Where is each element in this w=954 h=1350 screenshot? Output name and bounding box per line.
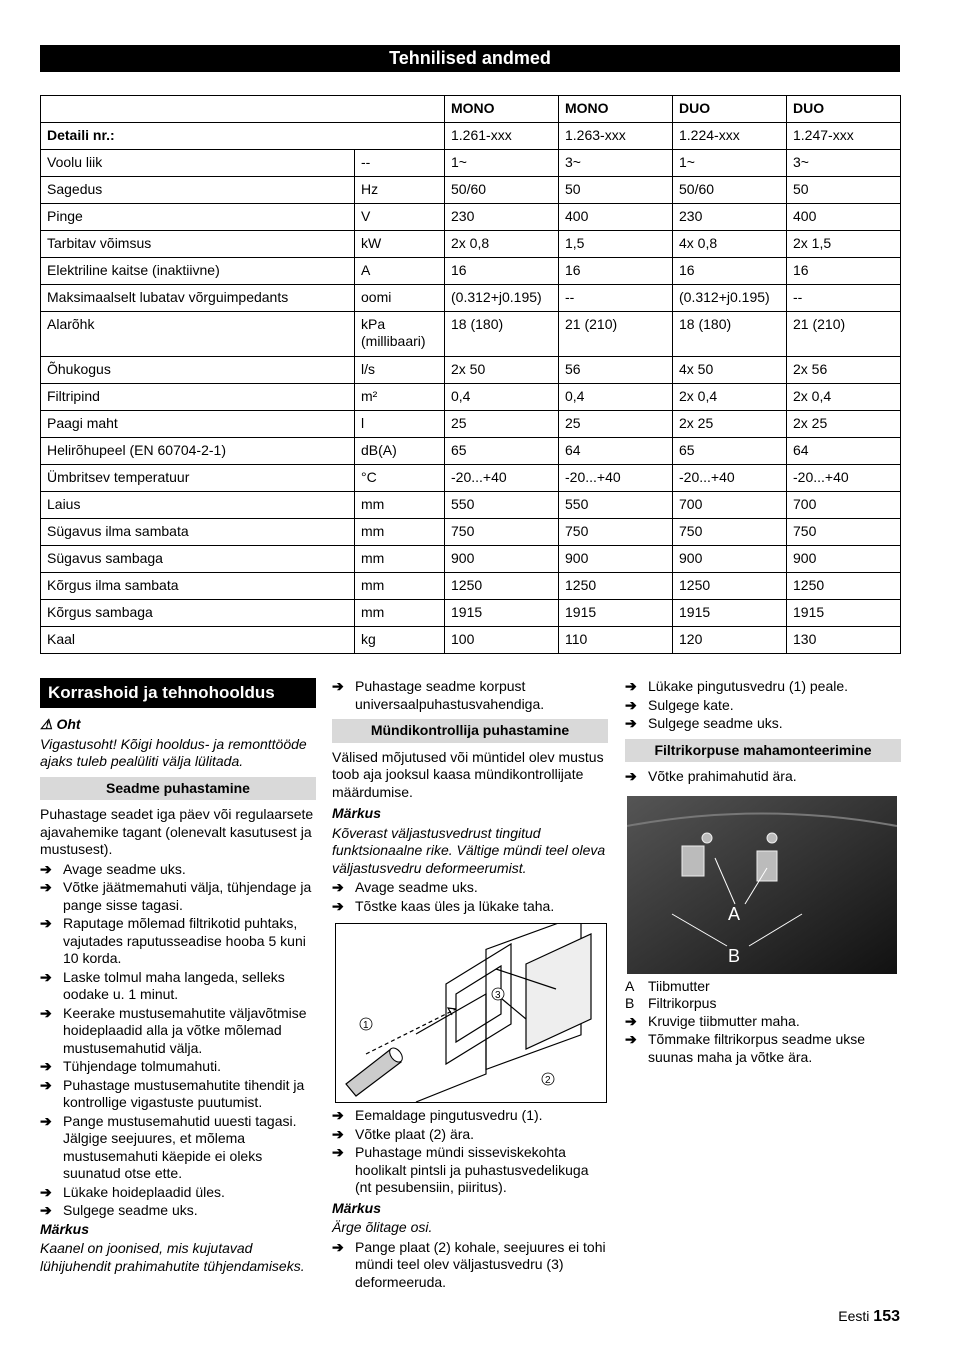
table-row — [41, 600, 901, 627]
table-cell: 1,5 — [559, 231, 673, 258]
table-cell: 0,4 — [445, 384, 559, 411]
arrow-icon: ➔ — [625, 1031, 637, 1047]
arrow-icon: ➔ — [625, 715, 637, 731]
table-cell: 230 — [445, 204, 559, 231]
table-cell: 900 — [673, 546, 787, 573]
arrow-icon: ➔ — [625, 696, 637, 713]
table-cell: kg — [355, 627, 445, 654]
arrow-icon: ➔ — [625, 1012, 637, 1029]
table-cell: 1250 — [445, 573, 559, 600]
table-cell: dB(A) — [355, 438, 445, 465]
table-cell: 750 — [673, 519, 787, 546]
table-cell: mm — [355, 492, 445, 519]
table-cell: -20...+40 — [445, 465, 559, 492]
table-cell: (0.312+j0.195) — [673, 285, 787, 312]
table-cell — [41, 96, 445, 123]
table-cell: 2x 25 — [673, 411, 787, 438]
table-cell: 16 — [445, 258, 559, 285]
step-item: ➔ Avage seadme uks. — [40, 860, 186, 877]
table-row — [41, 465, 901, 492]
table-cell: 1.261-xxx — [445, 123, 559, 150]
table-cell: 2x 56 — [787, 357, 901, 384]
table-cell: 1.224-xxx — [673, 123, 787, 150]
figure-label-1: 1 — [363, 1020, 369, 1031]
table-cell: (0.312+j0.195) — [445, 285, 559, 312]
table-cell: -- — [787, 285, 901, 312]
intro-text: Puhastage seadet iga päev või regulaarsete ajavahemike tagant (olenevalt kasutusest ja mustusest). — [40, 806, 314, 857]
step-item: ➔ Eemaldage pingutusvedru (1). — [332, 1107, 543, 1123]
table-cell: 1250 — [673, 573, 787, 600]
table-cell: 750 — [787, 519, 901, 546]
table-cell: Õhukogus — [41, 357, 355, 384]
figure-label-2: 2 — [545, 1075, 551, 1086]
table-cell: -20...+40 — [787, 465, 901, 492]
table-cell: MONO — [559, 96, 673, 123]
table-cell: V — [355, 204, 445, 231]
table-cell: 56 — [559, 357, 673, 384]
arrow-icon: ➔ — [332, 879, 344, 895]
table-cell: Helirõhupeel (EN 60704-2-1) — [41, 438, 355, 465]
step-item: ➔ Lükake hoideplaadid üles. — [40, 1183, 225, 1200]
table-cell: Paagi maht — [41, 411, 355, 438]
arrow-icon: ➔ — [40, 1112, 52, 1129]
table-cell: Pinge — [41, 204, 355, 231]
step-item: ➔ Võtke prahimahutid ära. — [625, 768, 797, 784]
note-text: Ärge õlitage osi. — [332, 1219, 433, 1235]
table-cell: 21 (210) — [787, 312, 901, 357]
table-cell: 65 — [673, 438, 787, 465]
table-cell: Sügavus sambaga — [41, 546, 355, 573]
table-cell: 1915 — [673, 600, 787, 627]
table-cell: -20...+40 — [559, 465, 673, 492]
steps-list — [625, 1013, 901, 1067]
table-cell: kW — [355, 231, 445, 258]
page-number: 153 — [873, 1308, 900, 1325]
table-row — [41, 438, 901, 465]
table-cell: 2x 1,5 — [787, 231, 901, 258]
step-item: ➔ Võtke jäätmemahuti välja, tühjendage ja pange sisse tagasi. — [40, 879, 312, 913]
warning-icon: ⚠ — [40, 716, 53, 732]
table-cell: -- — [355, 150, 445, 177]
table-cell: Alarõhk — [41, 312, 355, 357]
table-cell: 230 — [673, 204, 787, 231]
step-item: ➔ Puhastage mündi sisseviskekohta hoolikalt pintsli ja puhastusvedelikuga (nt pesubensiin, piiritus). — [332, 1144, 589, 1195]
table-row — [41, 258, 901, 285]
table-row — [41, 231, 901, 258]
table-cell: A — [355, 258, 445, 285]
note-label: Märkus — [332, 805, 382, 821]
table-cell: 16 — [673, 258, 787, 285]
table-cell: 120 — [673, 627, 787, 654]
step-item: ➔ Võtke plaat (2) ära. — [332, 1125, 475, 1142]
warning-text: Vigastusoht! Kõigi hooldus- ja remonttööde ajaks tuleb pealüliti välja lülitada. — [40, 735, 307, 769]
table-cell: 400 — [787, 204, 901, 231]
table-cell: 400 — [559, 204, 673, 231]
table-cell: 25 — [445, 411, 559, 438]
steps-list — [332, 879, 608, 915]
coin-checker-drawing — [336, 924, 606, 1102]
section-title: Korrashoid ja tehnohooldus — [40, 678, 316, 708]
table-cell: 50 — [559, 177, 673, 204]
table-cell: 4x 0,8 — [673, 231, 787, 258]
step-item: ➔ Puhastage seadme korpust universaalpuhastusvahendiga. — [332, 678, 545, 712]
table-cell: Kõrgus sambaga — [41, 600, 355, 627]
note-label: Märkus — [40, 1220, 90, 1237]
legend-item: A Tiibmutter — [625, 977, 710, 994]
table-cell: 1.247-xxx — [787, 123, 901, 150]
steps-list — [625, 678, 901, 733]
steps-list — [625, 768, 901, 786]
arrow-icon: ➔ — [40, 915, 52, 931]
figure-label-3: 3 — [495, 990, 501, 1001]
table-cell: l — [355, 411, 445, 438]
table-cell: DUO — [787, 96, 901, 123]
table-cell: Laius — [41, 492, 355, 519]
table-cell: 64 — [787, 438, 901, 465]
step-item: ➔ Lükake pingutusvedru (1) peale. — [625, 678, 849, 694]
subsection-title: Seadme puhastamine — [40, 777, 316, 801]
table-cell: 2x 25 — [787, 411, 901, 438]
step-item: ➔ Tühjendage tolmumahuti. — [40, 1058, 221, 1074]
steps-list — [332, 678, 608, 713]
table-cell: 110 — [559, 627, 673, 654]
table-cell: Sügavus ilma sambata — [41, 519, 355, 546]
page-footer — [838, 1308, 900, 1326]
table-cell: Kõrgus ilma sambata — [41, 573, 355, 600]
table-row — [41, 150, 901, 177]
table-cell: 1250 — [559, 573, 673, 600]
table-cell: mm — [355, 600, 445, 627]
subsection-title: Filtrikorpuse mahamonteerimine — [625, 739, 901, 763]
table-cell: oomi — [355, 285, 445, 312]
table-cell: 750 — [445, 519, 559, 546]
column-coin-checker — [332, 678, 608, 1292]
table-cell: mm — [355, 546, 445, 573]
table-cell: Filtripind — [41, 384, 355, 411]
step-item: ➔ Pange plaat (2) kohale, seejuures ei tohi mündi teel olev väljastusvedru (3) deformeeruda. — [332, 1238, 606, 1290]
table-cell: 21 (210) — [559, 312, 673, 357]
table-cell: -- — [559, 285, 673, 312]
table-cell: Voolu liik — [41, 150, 355, 177]
table-cell: 1~ — [673, 150, 787, 177]
table-row — [41, 123, 901, 150]
table-cell: 1~ — [445, 150, 559, 177]
table-cell: 50 — [787, 177, 901, 204]
table-cell: Detaili nr.: — [41, 123, 445, 150]
table-cell: l/s — [355, 357, 445, 384]
legend-item: B Filtrikorpus — [625, 995, 717, 1011]
table-cell: 25 — [559, 411, 673, 438]
steps-list — [332, 1239, 608, 1292]
arrow-icon: ➔ — [332, 1125, 344, 1142]
arrow-icon: ➔ — [332, 1238, 344, 1255]
table-cell: Kaal — [41, 627, 355, 654]
column-maintenance — [40, 678, 316, 1277]
note-text: Kõverast väljastusvedrust tingitud funktsionaalne rike. Vältige mündi teel oleva väljastusvedru deformeerumist. — [332, 824, 606, 876]
table-row — [41, 204, 901, 231]
table-cell: 900 — [559, 546, 673, 573]
table-cell: 3~ — [787, 150, 901, 177]
table-cell: Elektriline kaitse (inaktiivne) — [41, 258, 355, 285]
table-cell: 1915 — [559, 600, 673, 627]
figure-label-b: B — [728, 945, 741, 966]
table-cell: 50/60 — [445, 177, 559, 204]
column-filter-housing — [625, 678, 901, 1067]
arrow-icon: ➔ — [40, 860, 52, 877]
table-cell: 4x 50 — [673, 357, 787, 384]
table-cell: 900 — [787, 546, 901, 573]
step-item: ➔ Laske tolmul maha langeda, selleks oodake u. 1 minut. — [40, 968, 285, 1002]
table-cell: 700 — [673, 492, 787, 519]
table-cell: m² — [355, 384, 445, 411]
table-cell: 2x 0,8 — [445, 231, 559, 258]
table-cell: MONO — [445, 96, 559, 123]
filter-housing-photo — [627, 796, 897, 974]
arrow-icon: ➔ — [332, 1144, 344, 1160]
table-row — [41, 519, 901, 546]
table-cell: 130 — [787, 627, 901, 654]
table-cell: 900 — [445, 546, 559, 573]
table-cell: Maksimaalselt lubatav võrguimpedants — [41, 285, 355, 312]
table-row — [41, 384, 901, 411]
coin-checker-figure — [335, 923, 607, 1103]
table-cell: 2x 50 — [445, 357, 559, 384]
table-header-row — [41, 96, 901, 123]
table-cell: 50/60 — [673, 177, 787, 204]
step-item: ➔ Sulgege kate. — [625, 696, 734, 713]
step-item: ➔ Raputage mõlemad filtrikotid puhtaks, vajutades raputusseadise hooba 5 kuni 10 korda. — [40, 915, 306, 966]
table-cell: 550 — [559, 492, 673, 519]
table-cell: 3~ — [559, 150, 673, 177]
arrow-icon: ➔ — [625, 768, 637, 784]
table-cell: 16 — [787, 258, 901, 285]
step-item: ➔ Tõstke kaas üles ja lükake taha. — [332, 897, 555, 914]
table-cell: 18 (180) — [445, 312, 559, 357]
warning-heading: ⚠ Oht — [40, 716, 81, 732]
filter-housing-drawing — [627, 796, 897, 974]
arrow-icon: ➔ — [332, 897, 344, 914]
table-cell: Sagedus — [41, 177, 355, 204]
arrow-icon: ➔ — [40, 1004, 52, 1021]
step-item: ➔ Kruvige tiibmutter maha. — [625, 1012, 800, 1029]
arrow-icon: ➔ — [332, 1107, 344, 1123]
table-cell: 1915 — [445, 600, 559, 627]
table-cell: 550 — [445, 492, 559, 519]
step-item: ➔ Sulgege seadme uks. — [625, 715, 783, 731]
table-row — [41, 573, 901, 600]
table-cell: mm — [355, 573, 445, 600]
table-cell: -20...+40 — [673, 465, 787, 492]
steps-list — [40, 861, 316, 1220]
step-item: ➔ Sulgege seadme uks. — [40, 1202, 198, 1218]
note-label: Märkus — [332, 1199, 382, 1216]
step-item: ➔ Tõmmake filtrikorpus seadme ukse suunas maha ja võtke ära. — [625, 1031, 866, 1065]
arrow-icon: ➔ — [625, 678, 637, 694]
table-cell: Hz — [355, 177, 445, 204]
note-text: Kaanel on joonised, mis kujutavad lühijuhendit prahimahutite tühjendamiseks. — [40, 1240, 305, 1274]
intro-text: Välised mõjutused või müntidel olev mustus toob aja jooksul kaasa mündikontrollijate määrdumise. — [332, 748, 604, 800]
arrow-icon: ➔ — [40, 1076, 52, 1093]
table-row — [41, 357, 901, 384]
table-cell: 16 — [559, 258, 673, 285]
table-cell: 2x 0,4 — [673, 384, 787, 411]
table-cell: Tarbitav võimsus — [41, 231, 355, 258]
table-cell: Ümbritsev temperatuur — [41, 465, 355, 492]
table-cell: 1.263-xxx — [559, 123, 673, 150]
step-item: ➔ Keerake mustusemahutite väljavõtmise hoideplaadid alla ja võtke mõlemad mustusemahutid välja. — [40, 1004, 307, 1056]
table-row — [41, 546, 901, 573]
steps-list — [332, 1107, 608, 1197]
table-cell: 750 — [559, 519, 673, 546]
figure-legend — [625, 978, 901, 1013]
step-item: ➔ Pange mustusemahutid uuesti tagasi. Jälgige seejuures, et mõlema mustusemahuti käepide ei oleks suunatud otse ette. — [40, 1112, 297, 1181]
spec-table — [40, 95, 901, 654]
arrow-icon: ➔ — [40, 1202, 52, 1218]
table-cell: °C — [355, 465, 445, 492]
table-cell: 700 — [787, 492, 901, 519]
figure-label-a: A — [728, 903, 741, 924]
arrow-icon: ➔ — [40, 879, 52, 895]
table-cell: DUO — [673, 96, 787, 123]
table-row — [41, 627, 901, 654]
table-cell: 1250 — [787, 573, 901, 600]
arrow-icon: ➔ — [40, 968, 52, 985]
arrow-icon: ➔ — [332, 678, 344, 694]
arrow-icon: ➔ — [40, 1183, 52, 1200]
table-cell: 18 (180) — [673, 312, 787, 357]
table-cell: 64 — [559, 438, 673, 465]
table-cell: 1915 — [787, 600, 901, 627]
table-cell: 0,4 — [559, 384, 673, 411]
subsection-title: Mündikontrollija puhastamine — [332, 719, 608, 743]
page-title: Tehnilised andmed — [40, 45, 900, 72]
table-row — [41, 285, 901, 312]
step-item: ➔ Avage seadme uks. — [332, 879, 478, 895]
table-row — [41, 492, 901, 519]
step-item: ➔ Puhastage mustusemahutite tihendit ja kontrollige vigastuste puutumist. — [40, 1076, 305, 1110]
arrow-icon: ➔ — [40, 1058, 52, 1074]
table-cell: 100 — [445, 627, 559, 654]
table-row — [41, 411, 901, 438]
table-row — [41, 177, 901, 204]
table-cell: 65 — [445, 438, 559, 465]
table-row — [41, 312, 901, 357]
table-cell: kPa (millibaari) — [355, 312, 445, 357]
table-cell: 2x 0,4 — [787, 384, 901, 411]
language-label: Eesti — [838, 1308, 870, 1324]
table-cell: mm — [355, 519, 445, 546]
